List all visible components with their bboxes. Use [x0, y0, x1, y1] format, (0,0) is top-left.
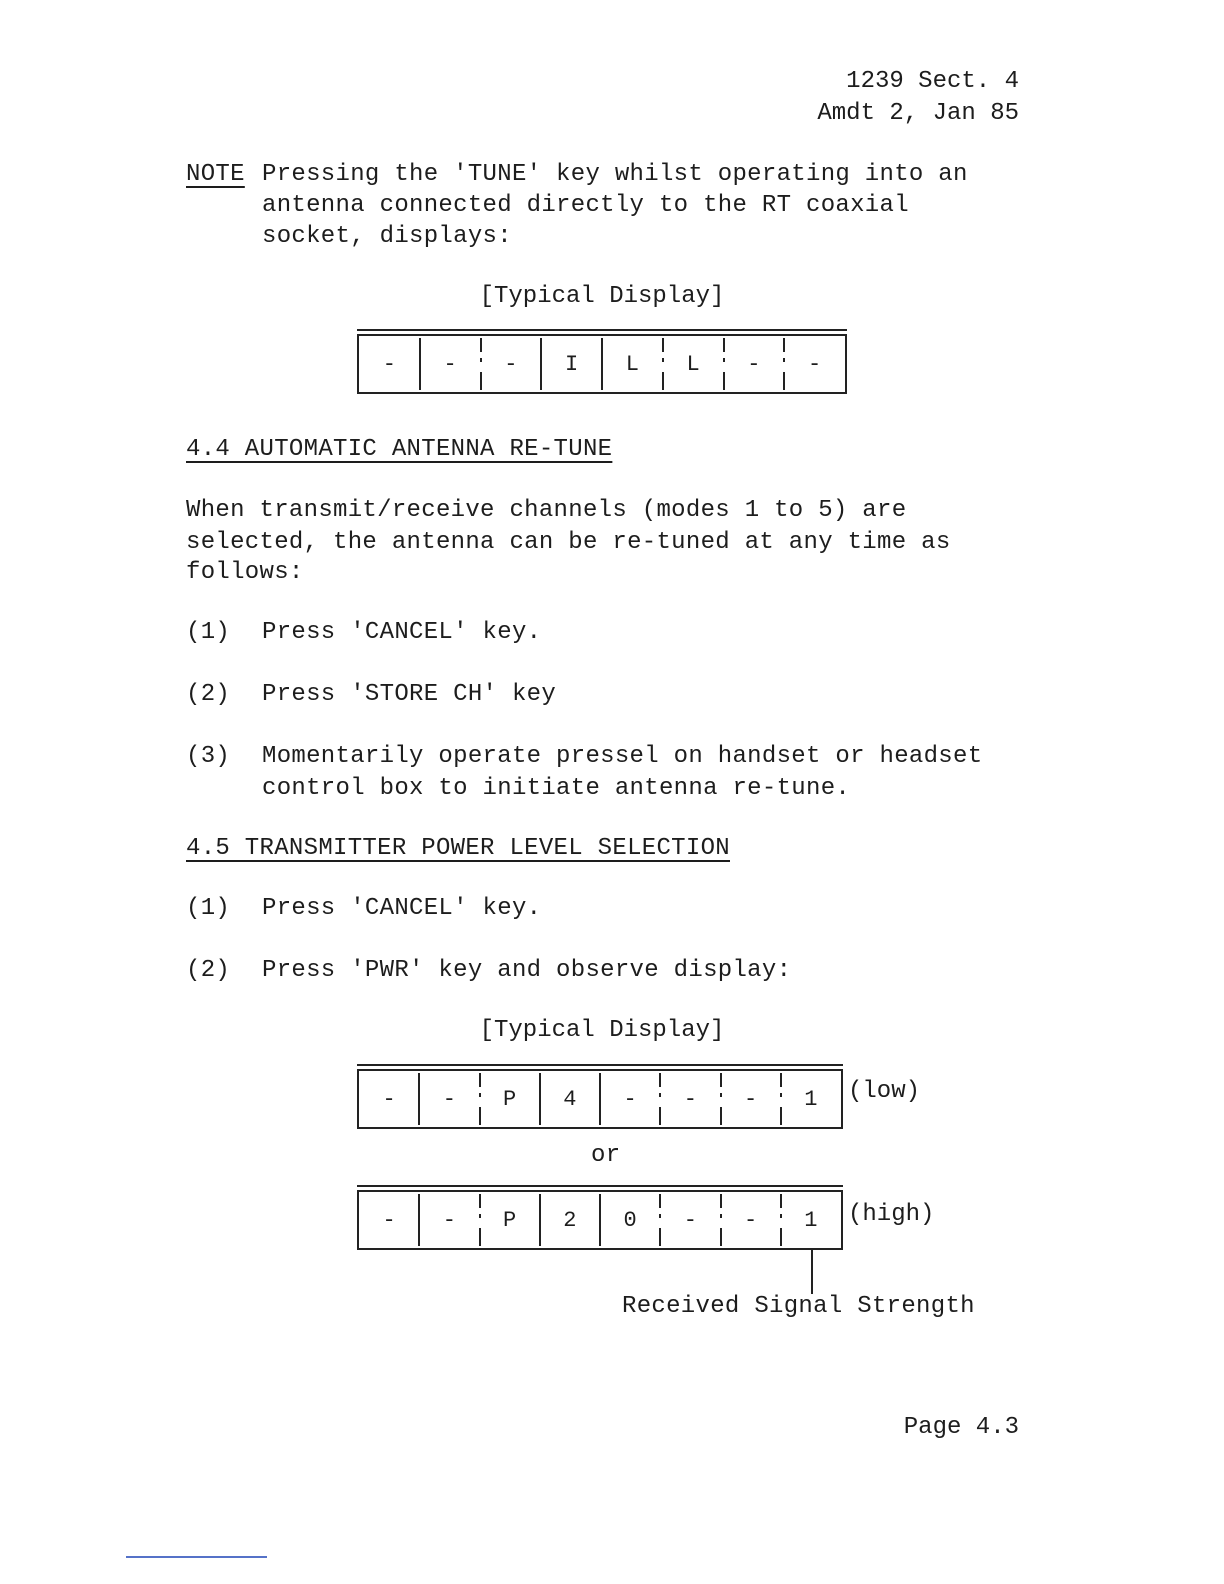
step-number: (3) [186, 743, 231, 770]
display-digit: - [747, 351, 761, 377]
display-digit: - [382, 1086, 396, 1112]
display-1 [357, 334, 847, 394]
display-digit: - [623, 1086, 637, 1112]
display-digit: P [503, 1207, 517, 1233]
note-line-2: antenna connected directly to the RT coaxial [262, 192, 909, 219]
display-digit: P [503, 1086, 517, 1112]
display-digit: L [686, 351, 700, 377]
step-text: Press 'CANCEL' key. [262, 895, 542, 922]
section-4-5-heading: 4.5 TRANSMITTER POWER LEVEL SELECTION [186, 835, 730, 862]
note-line-3: socket, displays: [262, 223, 512, 250]
footer-rule [126, 1556, 267, 1558]
signal-pointer-line [811, 1250, 813, 1294]
header-section-ref: 1239 Sect. 4 [846, 68, 1019, 95]
display-digit: - [442, 1086, 456, 1112]
step-text: Press 'STORE CH' key [262, 681, 557, 708]
section-4-4-para-line-2: selected, the antenna can be re-tuned at any time as [186, 529, 951, 556]
display-digit: L [625, 351, 639, 377]
note-label: NOTE [186, 161, 245, 188]
display-digit: 0 [623, 1207, 637, 1233]
signal-strength-label: Received Signal Strength [622, 1293, 975, 1320]
note-line-1: Pressing the 'TUNE' key whilst operating into an [262, 161, 968, 188]
step-text: Press 'CANCEL' key. [262, 619, 542, 646]
step-number: (1) [186, 895, 231, 922]
display-digit: 4 [563, 1086, 577, 1112]
step-number: (2) [186, 957, 231, 984]
display-digit: - [443, 351, 457, 377]
display-digit: 1 [804, 1207, 818, 1233]
section-4-4-para-line-3: follows: [186, 559, 304, 586]
display-3-side-label: (high) [848, 1201, 935, 1228]
display-2-side-label: (low) [848, 1078, 921, 1105]
display-digit: 2 [563, 1207, 577, 1233]
display-3 [357, 1190, 843, 1250]
step-text-continued: control box to initiate antenna re-tune. [262, 775, 851, 802]
section-4-4-heading: 4.4 AUTOMATIC ANTENNA RE-TUNE [186, 436, 613, 463]
section-4-4-para-line-1: When transmit/receive channels (modes 1 to 5) are [186, 497, 907, 524]
display-digit: 1 [804, 1086, 818, 1112]
display-2-caption: [Typical Display] [479, 1017, 725, 1044]
display-digit: - [683, 1207, 697, 1233]
display-digit: - [504, 351, 518, 377]
header-amendment: Amdt 2, Jan 85 [817, 100, 1019, 127]
step-text: Press 'PWR' key and observe display: [262, 957, 792, 984]
display-digit: - [744, 1207, 758, 1233]
or-text: or [591, 1142, 621, 1169]
display-digit: - [382, 1207, 396, 1233]
display-digit: - [808, 351, 822, 377]
step-number: (2) [186, 681, 231, 708]
display-2 [357, 1069, 843, 1129]
display-digit: - [744, 1086, 758, 1112]
step-number: (1) [186, 619, 231, 646]
step-text: Momentarily operate pressel on handset or headset [262, 743, 983, 770]
display-digit: - [382, 351, 396, 377]
display-1-caption: [Typical Display] [479, 283, 725, 310]
display-digit: - [683, 1086, 697, 1112]
page-number: Page 4.3 [903, 1414, 1019, 1441]
display-digit: I [565, 351, 579, 377]
display-digit: - [442, 1207, 456, 1233]
